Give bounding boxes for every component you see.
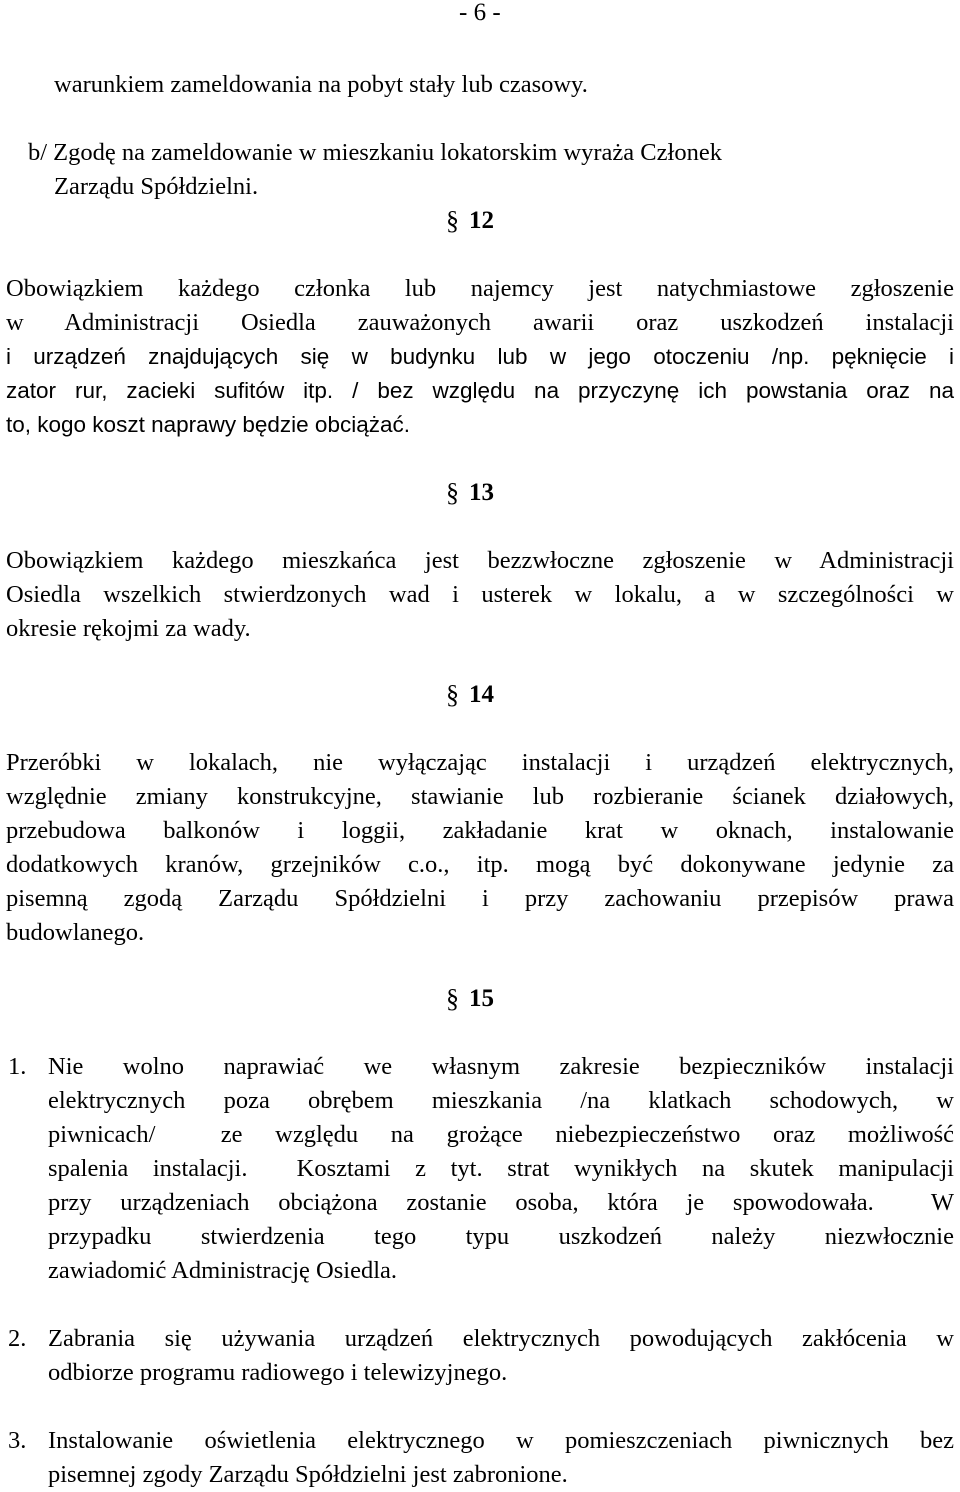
body-line: przy urządzeniach obciążona zostanie osoba, która je spowodowała. W bbox=[48, 1189, 954, 1216]
section-sign: § bbox=[446, 984, 459, 1013]
body-line: dodatkowych kranów, grzejników c.o., itp. mogą być dokonywane jedynie za bbox=[6, 851, 954, 878]
section-12-body bbox=[6, 272, 954, 442]
body-line: przypadku stwierdzenia tego typu uszkodzeń należy niezwłocznie bbox=[48, 1223, 954, 1250]
body-line: odbiorze programu radiowego i telewizyjnego. bbox=[48, 1359, 508, 1386]
section-sign: § bbox=[446, 680, 459, 709]
section-heading-12 bbox=[446, 204, 494, 238]
section-sign: § bbox=[446, 206, 459, 235]
list-item-2-body bbox=[48, 1322, 954, 1390]
body-line: Obowiązkiem każdego członka lub najemcy jest natychmiastowe zgłoszenie bbox=[6, 275, 954, 302]
section-number: 12 bbox=[469, 207, 494, 234]
body-line: Nie wolno naprawiać we własnym zakresie bezpieczników instalacji bbox=[48, 1053, 954, 1080]
body-line: względnie zmiany konstrukcyjne, stawianie lub rozbieranie ścianek działowych, bbox=[6, 783, 954, 810]
section-heading-15 bbox=[446, 982, 494, 1016]
section-heading-14 bbox=[446, 678, 494, 712]
body-line: budowlanego. bbox=[6, 919, 145, 946]
section-number: 13 bbox=[469, 479, 494, 506]
list-item-number: 1. bbox=[8, 1053, 27, 1080]
body-line: Przeróbki w lokalach, nie wyłączając instalacji i urządzeń elektrycznych, bbox=[6, 749, 954, 776]
body-line: elektrycznych poza obrębem mieszkania /na klatkach schodowych, w bbox=[48, 1087, 954, 1114]
paragraph-b-line: Zarządu Spółdzielni. bbox=[54, 173, 259, 200]
body-line: w Administracji Osiedla zauważonych awarii oraz uszkodzeń instalacji bbox=[6, 309, 954, 336]
paragraph-b-line: b/ Zgodę na zameldowanie w mieszkaniu lokatorskim wyraża Członek bbox=[28, 139, 722, 166]
list-item-number: 2. bbox=[8, 1325, 27, 1352]
list-item-number: 3. bbox=[8, 1427, 27, 1454]
section-sign: § bbox=[446, 478, 459, 507]
body-line: piwnicach/ ze względu na grożące niebezpieczeństwo oraz możliwość bbox=[48, 1121, 954, 1148]
body-line: to, kogo koszt naprawy będzie obciążać. bbox=[6, 412, 410, 437]
body-line: pisemną zgodą Zarządu Spółdzielni i przy zachowaniu przepisów prawa bbox=[6, 885, 954, 912]
body-line: zator rur, zacieki sufitów itp. / bez względu na przyczynę ich powstania oraz na bbox=[6, 378, 954, 403]
section-number: 14 bbox=[469, 681, 494, 708]
body-line: pisemnej zgody Zarządu Spółdzielni jest zabronione. bbox=[48, 1461, 568, 1488]
list-item-1-body bbox=[48, 1050, 954, 1288]
body-line: i urządzeń znajdujących się w budynku lub w jego otoczeniu /np. pęknięcie i bbox=[6, 344, 954, 369]
continuation-line: warunkiem zameldowania na pobyt stały lub czasowy. bbox=[54, 71, 588, 98]
section-14-body bbox=[6, 746, 954, 950]
body-line: Zabrania się używania urządzeń elektrycznych powodujących zakłócenia w bbox=[48, 1325, 954, 1352]
body-line: Obowiązkiem każdego mieszkańca jest bezzwłoczne zgłoszenie w Administracji bbox=[6, 547, 954, 574]
section-number: 15 bbox=[469, 985, 494, 1012]
body-line: zawiadomić Administrację Osiedla. bbox=[48, 1257, 398, 1284]
body-line: przebudowa balkonów i loggii, zakładanie krat w oknach, instalowanie bbox=[6, 817, 954, 844]
body-line: Instalowanie oświetlenia elektrycznego w pomieszczeniach piwnicznych bez bbox=[48, 1427, 954, 1454]
body-line: spalenia instalacji. Kosztami z tyt. strat wynikłych na skutek manipulacji bbox=[48, 1155, 954, 1182]
body-line: okresie rękojmi za wady. bbox=[6, 615, 251, 642]
list-item-3-body bbox=[48, 1424, 954, 1492]
section-heading-13 bbox=[446, 476, 494, 510]
body-line: Osiedla wszelkich stwierdzonych wad i usterek w lokalu, a w szczególności w bbox=[6, 581, 954, 608]
section-13-body bbox=[6, 544, 954, 646]
page-number: - 6 - bbox=[459, 0, 501, 26]
